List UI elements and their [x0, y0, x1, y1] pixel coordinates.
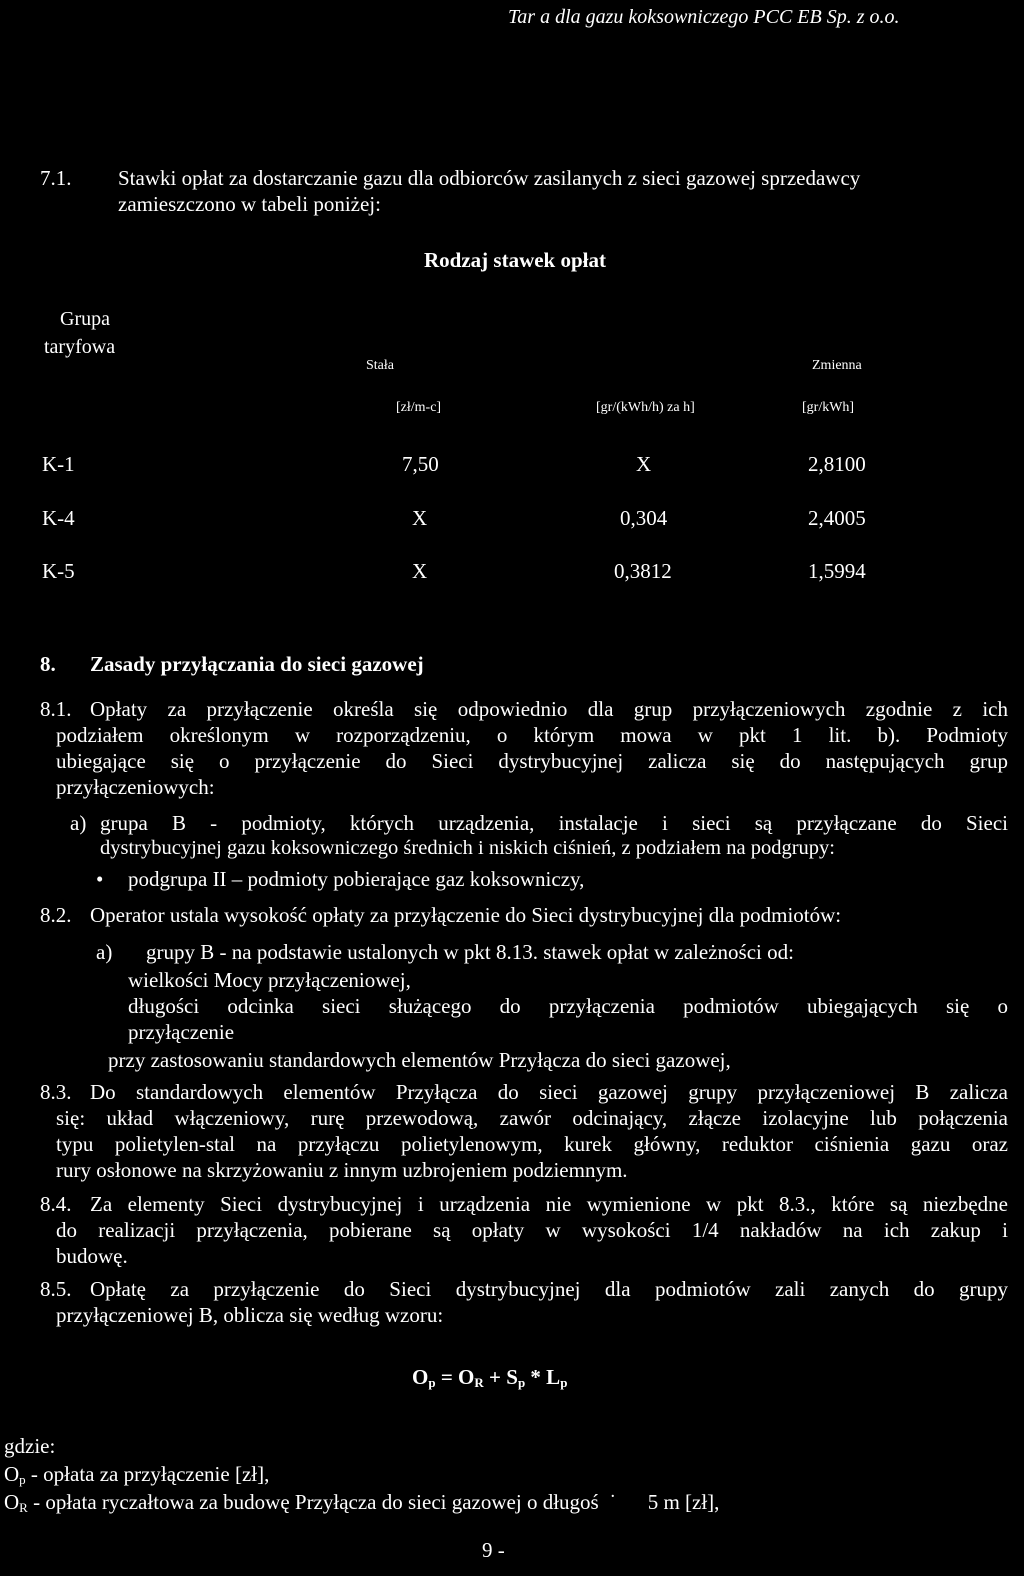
section-7-1-number: 7.1. — [40, 166, 72, 190]
running-header: Tar a dla gazu koksowniczego PCC EB Sp. z o.o. — [508, 6, 900, 28]
row-value: X — [412, 559, 428, 583]
row-value: 0,3812 — [614, 559, 672, 583]
definition-op: $O_p$ - opłata za przyłączenie [zł], — [4, 1462, 270, 1487]
paragraph-line: Opłatę za przyłączenie do Sieci dystrybucyjnej dla podmiotów zali zanych do grupy — [90, 1277, 1008, 1301]
row-value: 7,50 — [402, 452, 439, 476]
paragraph-line: typu polietylen-stal na przyłączu polietylenowym, kurek główny, reduktor ciśnienia gazu oraz — [56, 1132, 1008, 1156]
paragraph-line: Opłaty za przyłączenie określa się odpowiednio dla grup przyłączeniowych zgodnie z ich — [90, 697, 1008, 721]
group-label: taryfowa — [44, 336, 116, 358]
paragraph-line: przy zastosowaniu standardowych elementów Przyłącza do sieci gazowej, — [108, 1048, 731, 1072]
paragraph-line: się: układ włączeniowy, rurę przewodową, zawór odcinający, złącze izolacyjne lub połączenia — [56, 1106, 1008, 1130]
bullet-text: podgrupa II – podmioty pobierające gaz koksowniczy, — [128, 867, 585, 891]
list-item-line: grupy B - na podstawie ustalonych w pkt 8.13. stawek opłat w zależności od: — [146, 940, 794, 964]
row-value: X — [636, 452, 652, 476]
row-group: K-4 — [42, 506, 75, 530]
column-header-fixed: Stała — [366, 358, 394, 373]
row-group: K-1 — [42, 452, 75, 476]
row-group: K-5 — [42, 559, 75, 583]
paragraph-line: Operator ustala wysokość opłaty za przyłączenie do Sieci dystrybucyjnej dla podmiotów: — [90, 903, 842, 927]
bullet-icon: • — [96, 867, 104, 891]
definition-or: $O_R$ - opłata ryczałtowa za budowę Przyłącza do sieci gazowej o długoś ˙ 5 m [zł], — [4, 1490, 720, 1515]
paragraph-line: podziałem określonym w rozporządzeniu, o którym mowa w pkt 1 lit. b). Podmioty — [56, 723, 1008, 747]
paragraph-line: Za elementy Sieci dystrybucyjnej i urządzenia nie wymienione w pkt 8.3., które są niezbędne — [90, 1192, 1008, 1216]
section-7-1-line: Stawki opłat za dostarczanie gazu dla odbiorców zasilanych z sieci gazowej sprzedawcy — [118, 166, 861, 190]
row-value: X — [412, 506, 428, 530]
definitions-label: gdzie: — [4, 1434, 56, 1458]
row-value: 1,5994 — [808, 559, 866, 583]
paragraph-line: do realizacji przyłączenia, pobierane są opłaty w wysokości 1/4 nakładów na ich zakup i — [56, 1218, 1008, 1242]
list-marker: a) — [70, 811, 87, 835]
sub-item: przyłączenie — [128, 1020, 235, 1044]
group-label: Grupa — [60, 308, 110, 330]
row-value: 2,4005 — [808, 506, 866, 530]
sub-item: długości odcinka sieci służącego do przyłączenia podmiotów ubiegających się o — [128, 994, 1008, 1018]
section-8-number: 8. — [40, 652, 56, 676]
section-8-2-number: 8.2. — [40, 903, 72, 927]
page-number: 9 - — [482, 1538, 505, 1562]
section-8-3-number: 8.3. — [40, 1080, 72, 1104]
paragraph-line: przyłączeniowej B, oblicza się według wzoru: — [56, 1303, 444, 1327]
paragraph-line: rury osłonowe na skrzyżowaniu z innym uzbrojeniem podziemnym. — [56, 1158, 628, 1182]
paragraph-line: ubiegające się o przyłączenie do Sieci dystrybucyjnej zalicza się do następujących grup — [56, 749, 1008, 773]
list-item-line: grupa B - podmioty, których urządzenia, instalacje i sieci są przyłączane do Sieci — [100, 811, 1008, 835]
unit-label: [gr/(kWh/h) za h] — [596, 400, 695, 415]
table-title: Rodzaj stawek opłat — [424, 248, 606, 272]
row-value: 2,8100 — [808, 452, 866, 476]
column-header-variable: Zmienna — [812, 358, 862, 373]
list-marker: a) — [96, 940, 113, 964]
section-8-4-number: 8.4. — [40, 1192, 72, 1216]
unit-label: [gr/kWh] — [802, 400, 855, 415]
paragraph-line: przyłączeniowych: — [56, 775, 215, 799]
section-7-1-line: zamieszczono w tabeli poniżej: — [118, 192, 381, 216]
connection-fee-formula: $O_p = O_R + S_p * L_p$ — [412, 1365, 568, 1390]
section-8-title: Zasady przyłączania do sieci gazowej — [90, 652, 424, 676]
unit-label: [zł/m-c] — [396, 400, 442, 415]
section-8-1-number: 8.1. — [40, 697, 72, 721]
row-value: 0,304 — [620, 506, 668, 530]
list-item-line: dystrybucyjnej gazu koksowniczego średnich i niskich ciśnień, z podziałem na podgrupy: — [100, 837, 835, 859]
paragraph-line: budowę. — [56, 1244, 128, 1268]
section-8-5-number: 8.5. — [40, 1277, 72, 1301]
paragraph-line: Do standardowych elementów Przyłącza do sieci gazowej grupy przyłączeniowej B zalicza — [90, 1080, 1008, 1104]
sub-item: wielkości Mocy przyłączeniowej, — [128, 968, 411, 992]
